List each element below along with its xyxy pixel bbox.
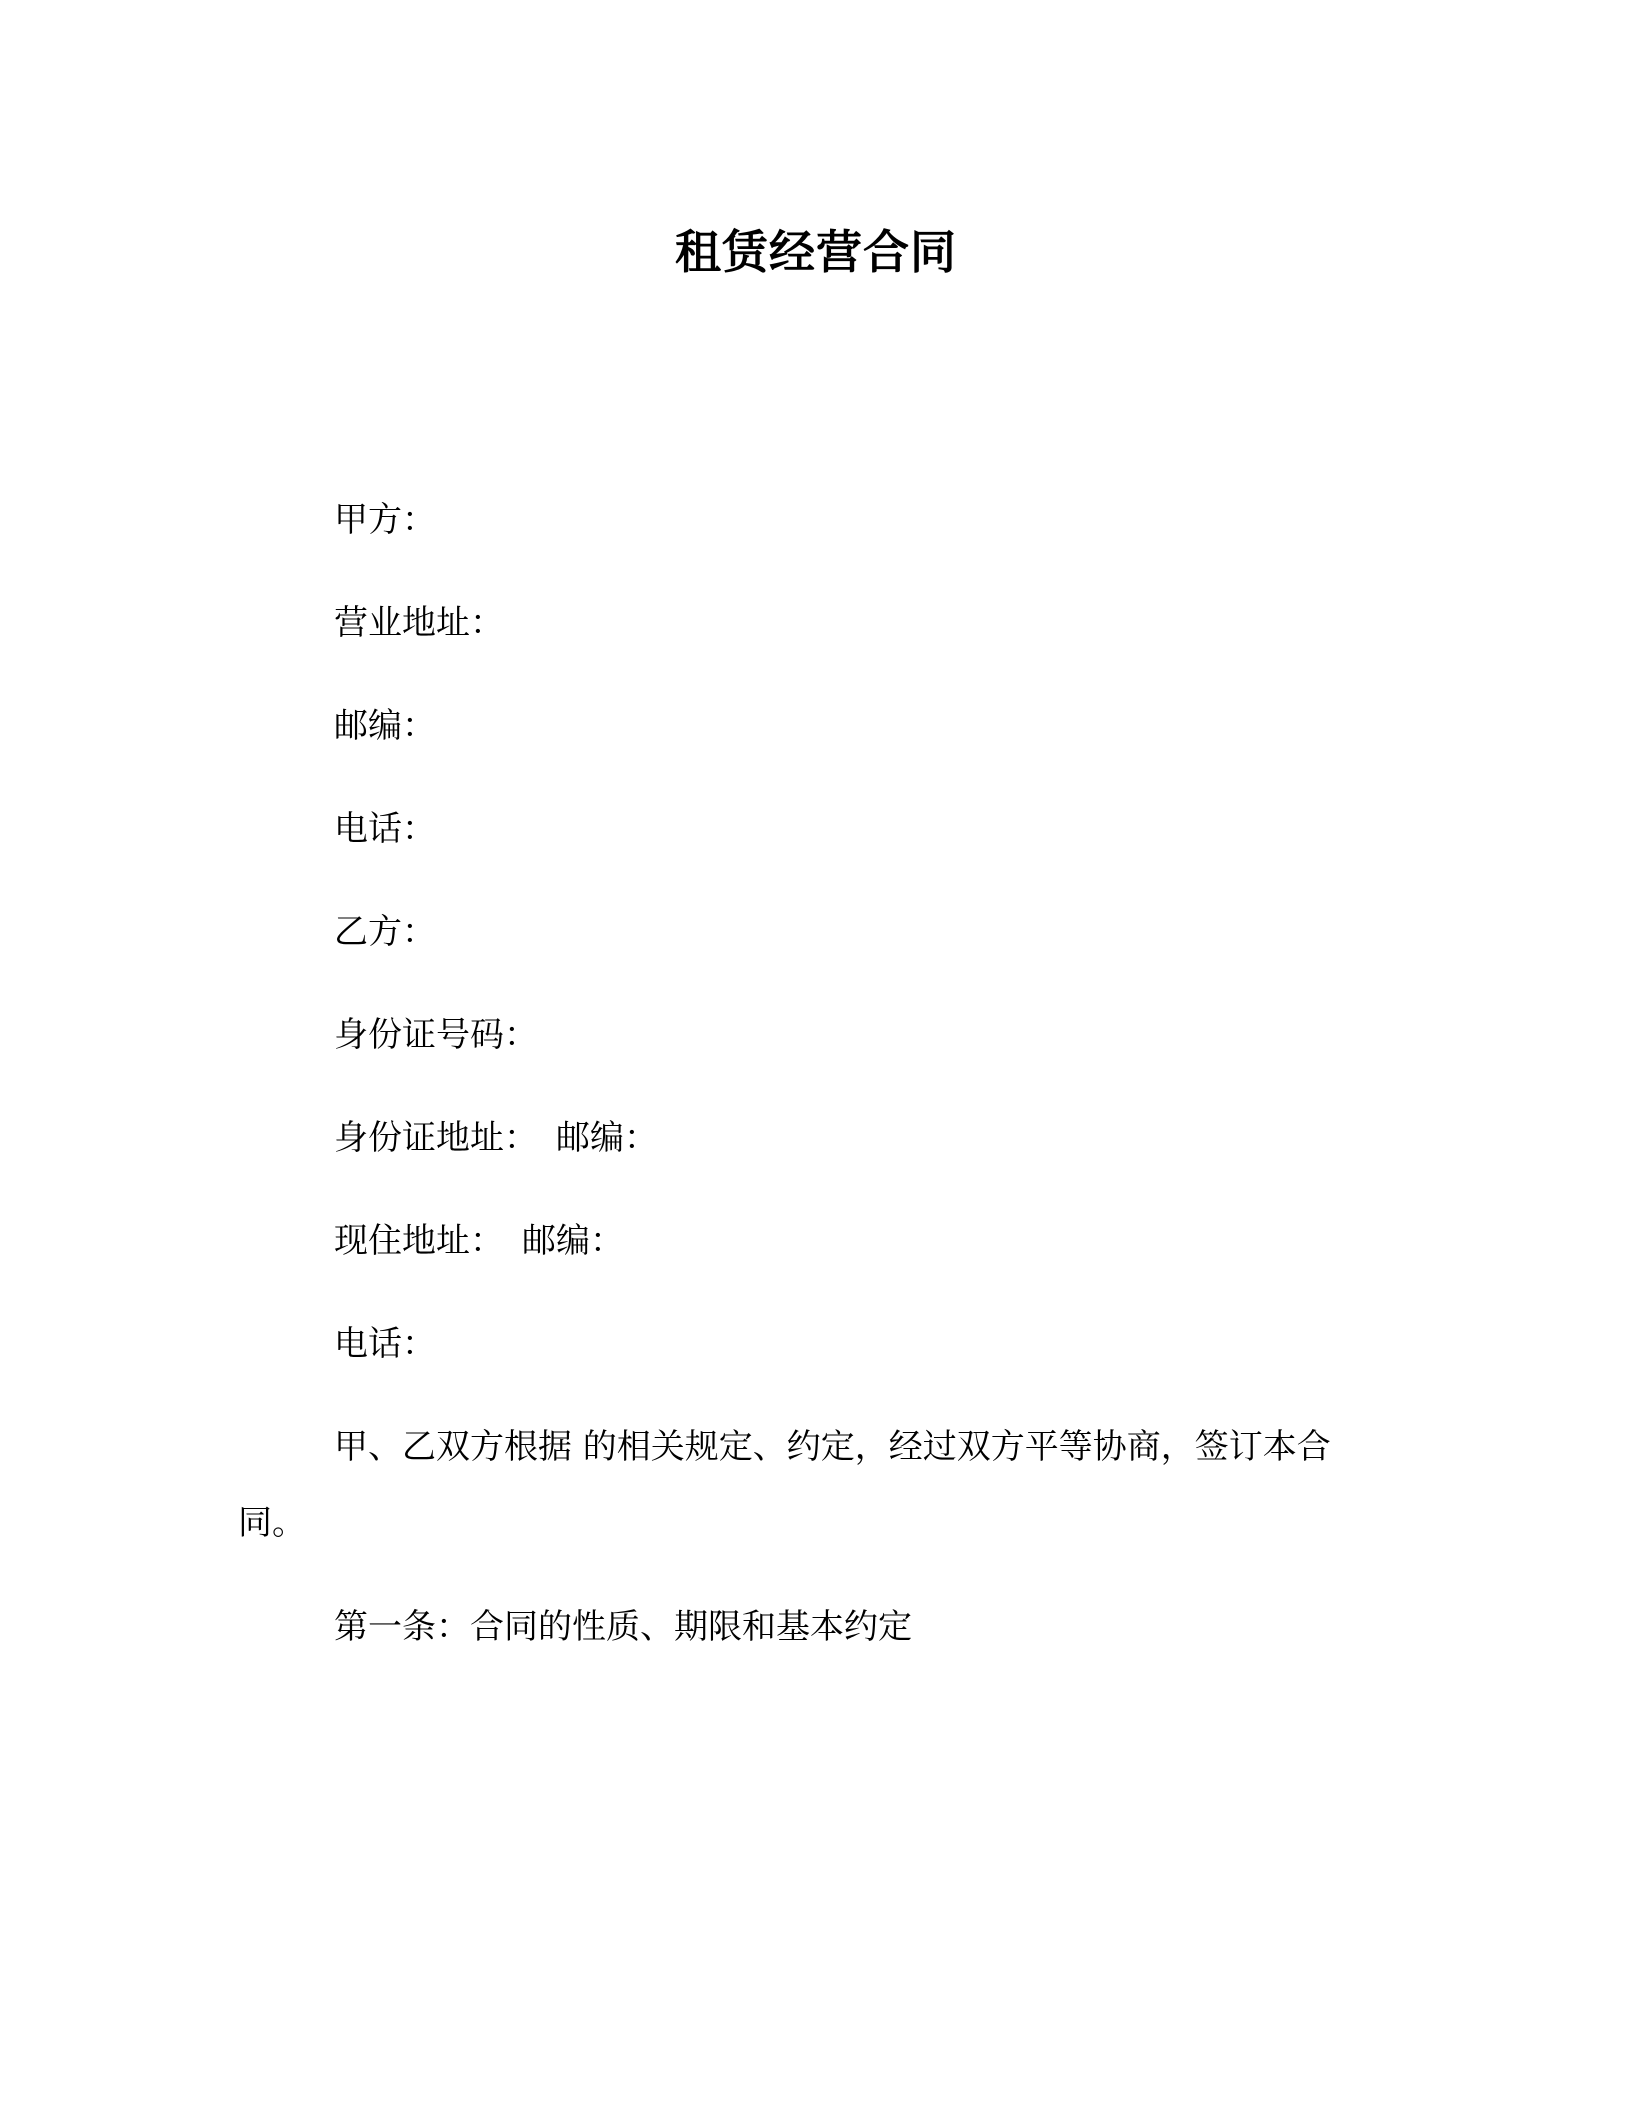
- phone-b-label: 电话：: [334, 1324, 436, 1364]
- id-address-label: 身份证地址：: [334, 1118, 538, 1158]
- party-b-label: 乙方：: [334, 912, 436, 952]
- business-address-label: 营业地址：: [334, 603, 504, 643]
- article-1-heading: 第一条：合同的性质、期限和基本约定: [334, 1607, 912, 1647]
- party-a-label: 甲方：: [334, 500, 436, 540]
- id-address-row: [334, 1116, 658, 1160]
- postcode-a-label: 邮编：: [334, 706, 436, 746]
- preamble-paragraph: 甲、乙双方根据 的相关规定、约定，经过双方平等协商，签订本合同。: [238, 1427, 1331, 1543]
- id-number-label: 身份证号码：: [334, 1015, 538, 1055]
- current-address-row: [334, 1219, 624, 1263]
- document-title: 租赁经营合同: [675, 225, 957, 279]
- current-address-label: 现住地址：: [334, 1221, 504, 1261]
- phone-a-label: 电话：: [334, 809, 436, 849]
- id-address-postcode-label: 邮编：: [556, 1118, 658, 1158]
- current-address-postcode-label: 邮编：: [522, 1221, 624, 1261]
